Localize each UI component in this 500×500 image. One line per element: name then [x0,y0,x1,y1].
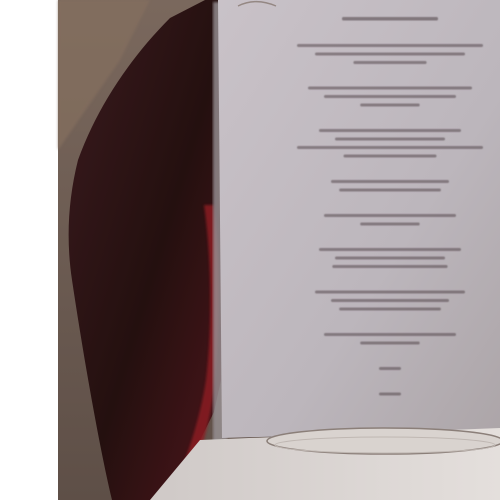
menu-text-line [379,393,401,396]
image-border [0,0,60,500]
menu-text-line [335,138,445,141]
menu-text-line [308,87,472,90]
menu-text-line [324,95,456,98]
menu-text-line [315,53,465,56]
menu-text-line [315,291,465,294]
menu-text-line [297,44,483,47]
menu-text-line [342,17,438,21]
menu-text-line [297,146,483,149]
menu-text-line [324,214,456,217]
menu-text-line [379,367,401,370]
menu-text-line [344,155,437,158]
menu-text-line [319,248,461,251]
menu-card [218,0,500,438]
menu-text-line [360,342,420,345]
menu-text-line [353,61,426,64]
menu-text-line [331,299,449,302]
menu-text-line [319,129,461,132]
menu-text-line [360,223,420,226]
menu-text-line [331,180,449,183]
menu-text-line [324,333,456,336]
menu-text-line [339,308,441,311]
menu-text-line [335,257,445,260]
menu-text-line [360,104,420,107]
menu-text-line [339,189,441,192]
menu-text-line [332,265,447,268]
